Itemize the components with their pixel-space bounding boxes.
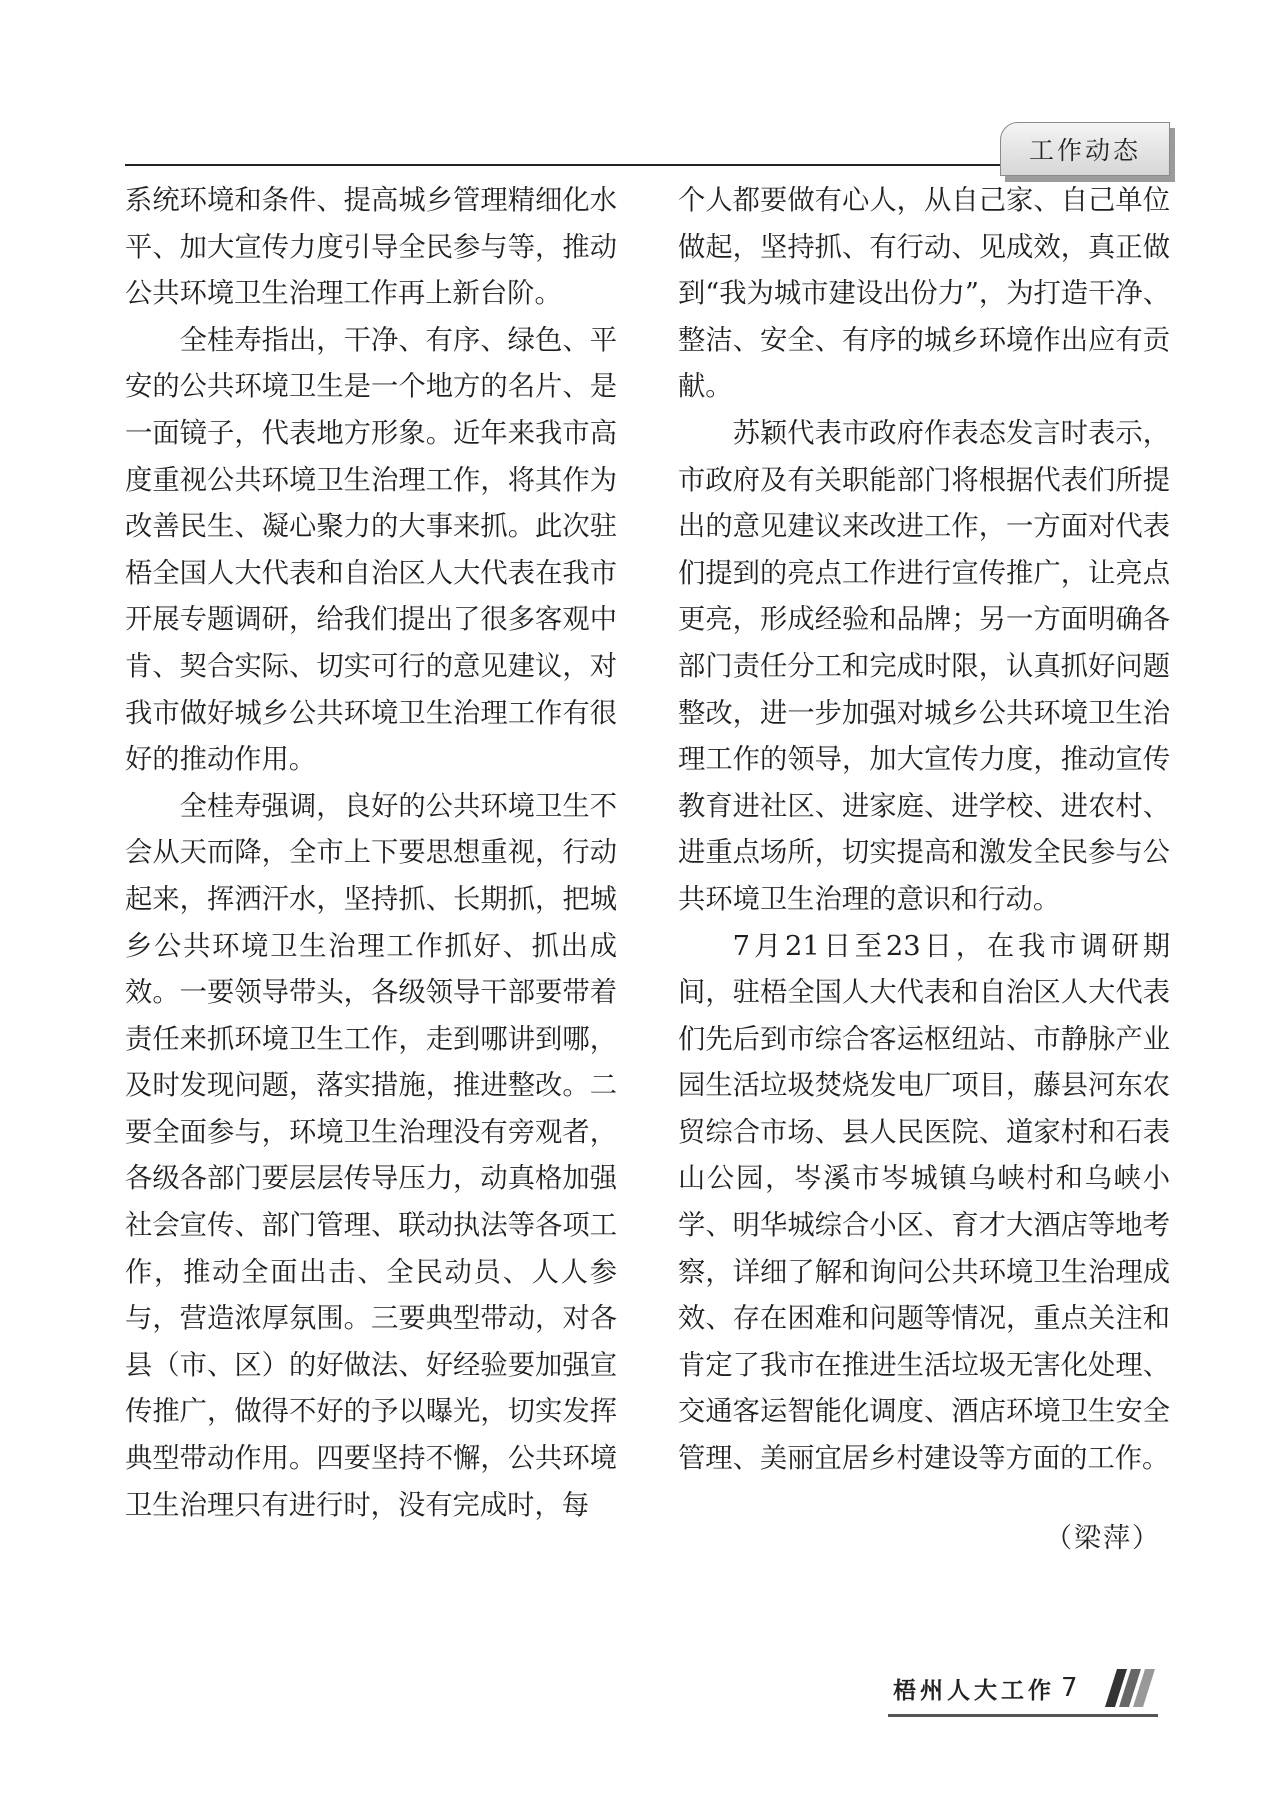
page-footer	[893, 1663, 1173, 1713]
section-label: 工作动态	[1028, 136, 1141, 165]
right-column	[678, 178, 1170, 1483]
right-paragraph-3: 7月21日至23日，在我市调研期间，驻梧全国人大代表和自治区人大代表们先后到市综合客运枢纽站、市静脉产业园生活垃圾焚烧发电厂项目，藤县河东农贸综合市场、县人民医院、道家村和石表山公园，岑溪市岑城镇乌峡村和乌峡小学、明华城综合小区、育才大酒店等地考察，详细了解和询问公共环境卫生治理成效、存在困难和问题等情况，重点关注和肯定了我市在推进生活垃圾无害化处理、交通客运智能化调度、酒店环境卫生安全管理、美丽宜居乡村建设等方面的工作。	[678, 930, 1170, 1475]
publication-title: 梧州人大工作	[893, 1677, 1055, 1704]
page-number: 7	[1061, 1673, 1078, 1703]
section-tab	[1000, 122, 1170, 176]
decorative-stripes-icon	[1103, 1663, 1163, 1713]
left-paragraph-3: 全桂寿强调，良好的公共环境卫生不会从天而降，全市上下要思想重视，行动起来，挥洒汗水，坚持抓、长期抓，把城乡公共环境卫生治理工作抓好、抓出成效。一要领导带头，各级领导干部要带着责任来抓环境卫生工作，走到哪讲到哪，及时发现问题，落实措施，推进整改。二要全面参与，环境卫生治理没有旁观者，各级各部门要层层传导压力，动真格加强社会宣传、部门管理、联动执法等各项工作，推动全面出击、全民动员、人人参与，营造浓厚氛围。三要典型带动，对各县（市、区）的好做法、好经验要加强宣传推广，做得不好的予以曝光，切实发挥典型带动作用。四要坚持不懈，公共环境卫生治理只有进行时，没有完成时，每	[125, 790, 617, 1521]
left-paragraph-1: 系统环境和条件、提高城乡管理精细化水平、加大宣传力度引导全民参与等，推动公共环境卫生治理工作再上新台阶。	[125, 185, 617, 310]
footer-rule	[888, 1714, 1158, 1717]
right-paragraph-2: 苏颖代表市政府作表态发言时表示，市政府及有关职能部门将根据代表们所提出的意见建议来改进工作，一方面对代表们提到的亮点工作进行宣传推广，让亮点更亮，形成经验和品牌；另一方面明确各部门责任分工和完成时限，认真抓好问题整改，进一步加强对城乡公共环境卫生治理工作的领导，加大宣传力度，推动宣传教育进社区、进家庭、进学校、进农村、进重点场所，切实提高和激发全民参与公共环境卫生治理的意识和行动。	[678, 417, 1170, 915]
left-paragraph-2: 全桂寿指出，干净、有序、绿色、平安的公共环境卫生是一个地方的名片、是一面镜子，代表地方形象。近年来我市高度重视公共环境卫生治理工作，将其作为改善民生、凝心聚力的大事来抓。此次驻梧全国人大代表和自治区人大代表在我市开展专题调研，给我们提出了很多客观中肯、契合实际、切实可行的意见建议，对我市做好城乡公共环境卫生治理工作有很好的推动作用。	[125, 324, 617, 776]
right-paragraph-1: 个人都要做有心人，从自己家、自己单位做起，坚持抓、有行动、见成效，真正做到“我为城市建设出份力”，为打造干净、整洁、安全、有序的城乡环境作出应有贡献。	[678, 185, 1170, 403]
left-column	[125, 178, 617, 1529]
author-signature: （梁萍）	[1045, 1523, 1161, 1554]
